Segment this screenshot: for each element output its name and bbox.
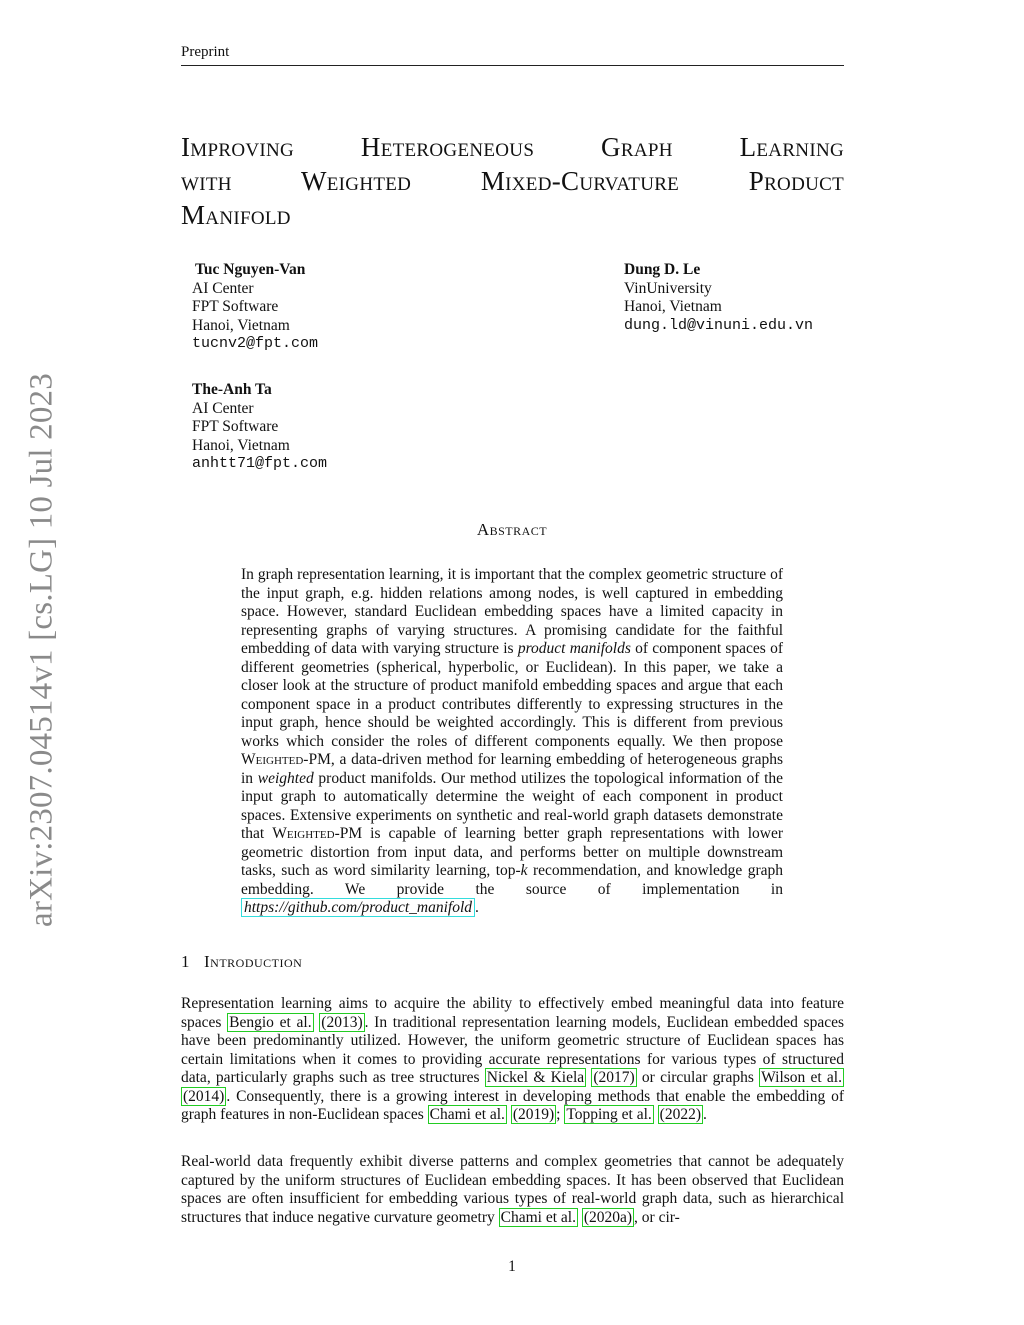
citation-link[interactable]: Chami et al. (500, 1208, 576, 1226)
source-code-link[interactable]: https://github.com/product_manifold (241, 898, 475, 917)
citation-year-link[interactable]: (2013) (321, 1013, 363, 1031)
author-affiliation: AI Center (192, 399, 254, 417)
author-email[interactable]: anhtt71@fpt.com (192, 455, 328, 472)
method-name: Weighted-PM (241, 751, 331, 768)
author-name: Dung D. Le (624, 261, 701, 278)
citation-year-link[interactable]: (2014) (183, 1087, 225, 1105)
author-name: The-Anh Ta (192, 381, 272, 398)
intro-paragraph-2 (181, 1153, 844, 1227)
running-header: Preprint (181, 44, 230, 60)
abstract-text: is capable of learning better graph representations with lower geometric distortion from input data, and performs better on multiple downstream tasks, such as word similarity learning, top- (241, 825, 783, 879)
citation-year-link[interactable]: (2017) (593, 1069, 635, 1086)
citation-link[interactable]: Bengio et al. (229, 1013, 312, 1031)
header-rule (181, 65, 844, 66)
paragraph-text: . Consequently, there is a growing interest in developing methods that enable the embedding of graph features in non-Euclidean spaces (181, 1087, 844, 1123)
abstract-text: In graph representation learning, it is important that the complex geometric structure of the input graph, e.g. hidden relations among nodes, is well captured in embedding space. However, standard Euclidean embedding spaces have a limited capacity in representing graphs of varying structures. A promising candidate for the faithful embedding of data with varying structure is (241, 566, 783, 657)
paragraph-text: . (702, 1106, 707, 1123)
method-name: Weighted-PM (272, 825, 363, 842)
paragraph-text: or circular graphs (636, 1069, 760, 1086)
author-email[interactable]: dung.ld@vinuni.edu.vn (624, 316, 814, 334)
abstract-emphasis: weighted (257, 769, 314, 787)
author-affiliation: AI Center (192, 279, 254, 297)
author-affiliation: FPT Software (192, 298, 279, 315)
section-heading (181, 952, 302, 972)
author-affiliation: VinUniversity (624, 279, 712, 297)
title-line-2: with Weighted Mixed-Curvature Product (181, 166, 844, 196)
abstract-emphasis: product manifolds (517, 640, 631, 657)
abstract-text: . (475, 899, 479, 916)
abstract-emphasis: k (520, 862, 528, 879)
paragraph-text: Real-world data frequently exhibit diverse patterns and complex geometries that cannot be adequately captured by the uniform structures of Euclidean embedding spaces. It has been observed that Euclidean spaces are often insufficient for embedding various types of real-world graph data, such as hierarchical structures that induce negative curvature geometry (181, 1153, 844, 1226)
citation-link[interactable]: Topping et al. (566, 1106, 652, 1123)
paragraph-text: Representation learning aims to acquire the ability to effectively embed meaningful data into feature spaces (181, 995, 844, 1031)
author-location: Hanoi, Vietnam (624, 298, 722, 315)
paper-title (181, 130, 844, 232)
abstract-body (241, 566, 783, 918)
abstract-text: product manifolds. Our method utilizes the topological information of the input graph to automatically determine the weight of each component in product spaces. Extensive experiments on synthetic and real-world graph datasets demonstrate that (241, 769, 783, 842)
author-email[interactable]: tucnv2@fpt.com (192, 335, 319, 352)
citation-link[interactable]: Nickel & Kiela (486, 1069, 585, 1086)
page-number: 1 (508, 1258, 516, 1275)
abstract-text: , a data-driven method for learning embedding of heterogeneous graphs in (241, 751, 783, 787)
abstract-text: of component spaces of different geometries (spherical, hyperbolic, or Euclidean). In this paper, we take a closer look at the structure of product manifold embedding spaces and argue that each component space in a product contributes differently to expressing structures in the input graph, hence should be weighted accordingly. This is different from previous works which consider the roles of different components equally. We then propose (241, 640, 783, 750)
paragraph-text: , or cir- (634, 1208, 680, 1226)
author-affiliation: FPT Software (192, 418, 279, 435)
intro-paragraph-1 (181, 995, 844, 1125)
author-name: Tuc Nguyen-Van (195, 261, 306, 278)
paragraph-text: ; (556, 1106, 565, 1123)
paragraph-text: . In traditional representation learning models, Euclidean embedded spaces have been predominantly utilized. However, the uniform geometric structure of Euclidean spaces has certain limitations when it comes to providing accurate representations for various types of structured data, particularly graphs such as tree structures (181, 1013, 845, 1086)
author-block-3 (192, 381, 327, 474)
arxiv-stamp-text: arXiv:2307.04514v1 [cs.LG] 10 Jul 2023 (23, 373, 60, 927)
section-number: 1 (181, 952, 190, 971)
abstract-text: recommendation, and knowledge graph embedding. We provide the source of implementation in (241, 862, 783, 898)
author-block-2 (624, 261, 813, 335)
citation-year-link[interactable]: (2019) (512, 1106, 555, 1123)
author-location: Hanoi, Vietnam (192, 436, 290, 454)
title-line-1: Improving Heterogeneous Graph Learning (181, 132, 844, 162)
author-block-1 (192, 261, 318, 354)
abstract-heading: Abstract (476, 520, 548, 539)
author-location: Hanoi, Vietnam (192, 316, 290, 334)
citation-year-link[interactable]: (2020a) (583, 1208, 633, 1226)
title-line-3: Manifold (181, 200, 291, 230)
section-title: Introduction (204, 952, 303, 971)
citation-link[interactable]: Wilson et al. (761, 1069, 842, 1086)
citation-link[interactable]: Chami et al. (429, 1106, 505, 1123)
citation-year-link[interactable]: (2022) (659, 1106, 701, 1123)
